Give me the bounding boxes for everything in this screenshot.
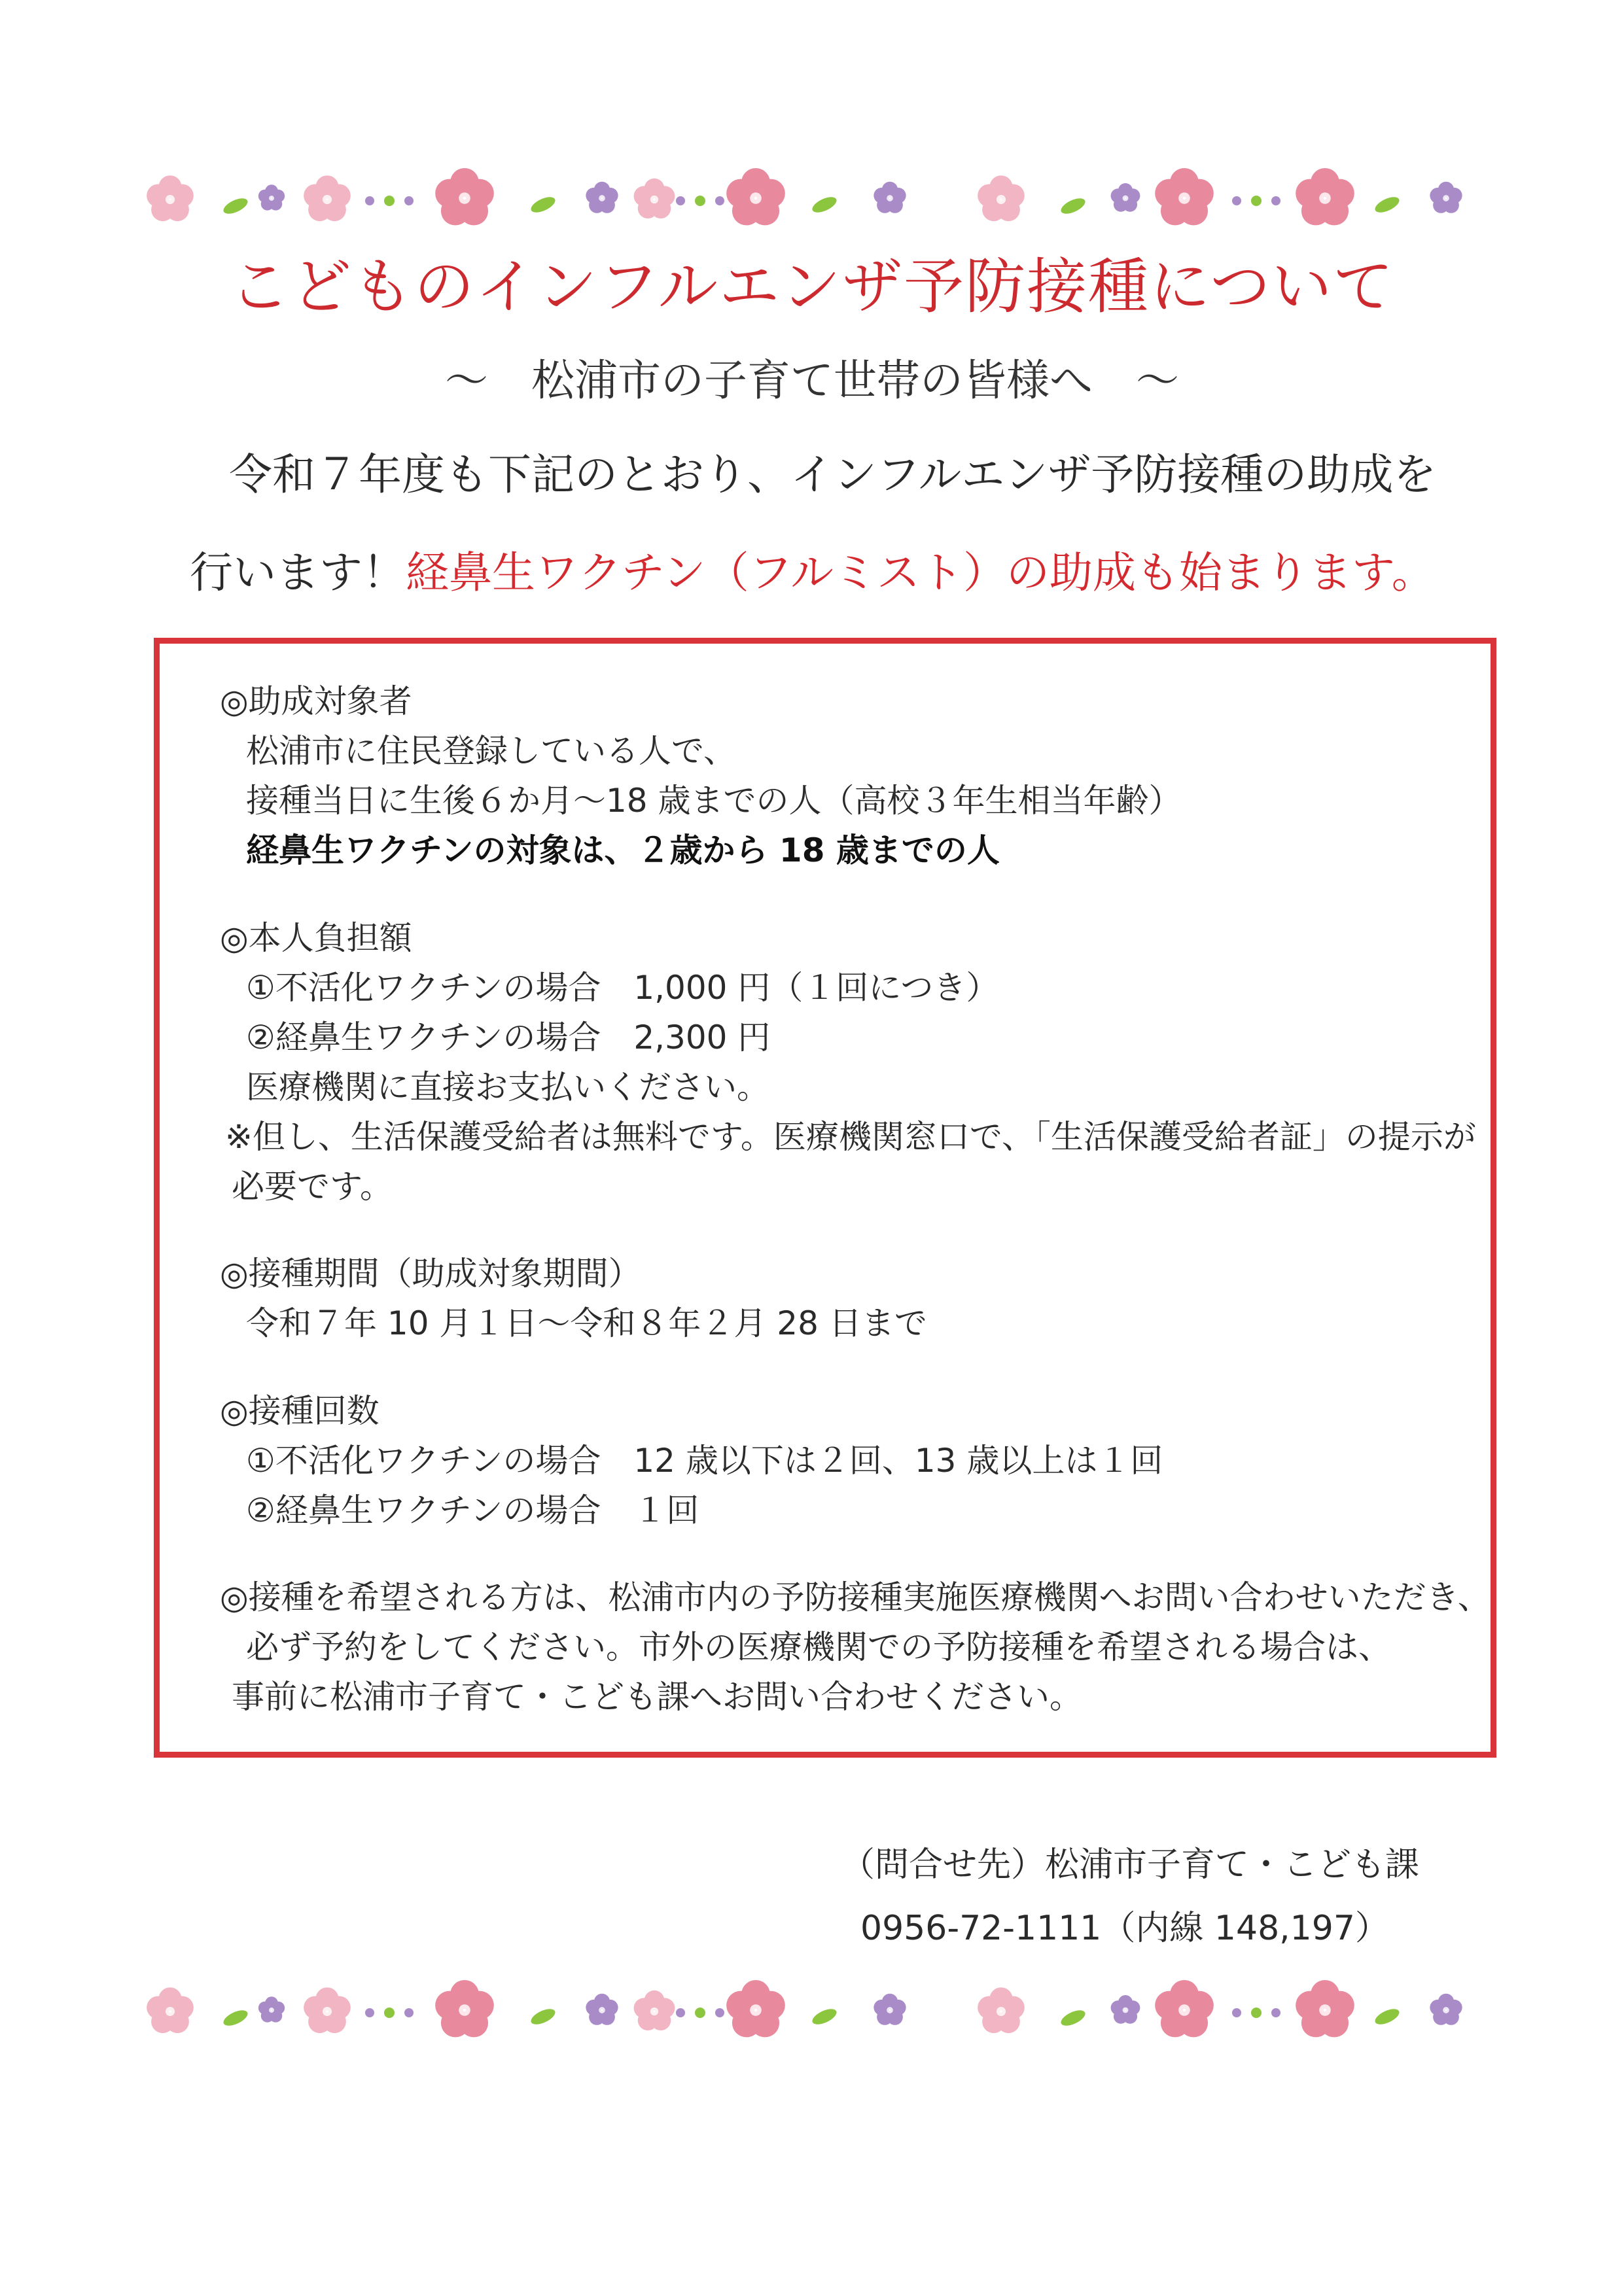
leaf-icon [810, 194, 839, 215]
leaf-icon [221, 195, 250, 217]
flower-icon [1296, 168, 1354, 225]
flower-icon [1296, 1980, 1354, 2037]
intro-line-2 [190, 538, 1435, 600]
dots-icon [365, 196, 414, 206]
flower-border-svg [131, 1979, 1492, 2051]
flower-icon [726, 168, 785, 225]
info-box [154, 638, 1496, 1758]
flower-icon [586, 1994, 618, 2025]
flower-icon [1430, 1994, 1462, 2025]
flower-icon [634, 179, 675, 218]
leaf-icon [529, 2006, 557, 2027]
cost-line-3: 医療機関に直接お支払いください。 [246, 1068, 769, 1106]
flower-icon [435, 1980, 494, 2037]
flower-icon [304, 175, 351, 221]
flower-icon [1430, 182, 1462, 213]
dots-icon [1232, 196, 1280, 206]
eligibility-line-2: 接種当日に生後６か月～18 歳までの人（高校３年生相当年齢） [246, 782, 1182, 820]
dots-icon [1232, 2008, 1280, 2018]
leaf-icon [810, 2006, 839, 2027]
flower-border-bottom [131, 1979, 1492, 2051]
flower-icon [874, 1994, 906, 2025]
flower-icon [1111, 1995, 1140, 2024]
leaf-icon [221, 2007, 250, 2028]
leaf-icon [1373, 194, 1402, 215]
flower-icon [726, 1980, 785, 2037]
cost-heading: ◎本人負担額 [220, 919, 412, 957]
intro-highlight: 経鼻生ワクチン（フルミスト）の助成も始まります。 [406, 548, 1435, 598]
contact-phone: 0956-72-1111（内線 148,197） [860, 1909, 1389, 1948]
flower-icon [1111, 183, 1140, 212]
flower-icon [435, 168, 494, 225]
flower-icon [978, 1987, 1025, 2033]
page-subtitle: ～ 松浦市の子育て世帯の皆様へ ～ [445, 355, 1179, 406]
notice-line-3: 事前に松浦市子育て・こども課へお問い合わせください。 [232, 1678, 1082, 1716]
eligibility-line-1: 松浦市に住民登録している人で、 [246, 732, 736, 770]
flower-icon [634, 1991, 675, 2030]
cost-line-2: ②経鼻生ワクチンの場合 2,300 円 [246, 1018, 771, 1056]
intro-line-1: 令和７年度も下記のとおり、インフルエンザ予防接種の助成を [229, 449, 1437, 500]
eligibility-heading: ◎助成対象者 [220, 682, 412, 720]
count-line-1: ①不活化ワクチンの場合 12 歳以下は２回、13 歳以上は１回 [246, 1442, 1163, 1480]
leaf-icon [1059, 195, 1087, 217]
period-line-1: 令和７年 10 月１日～令和８年２月 28 日まで [246, 1304, 927, 1342]
flower-border-top [131, 167, 1492, 239]
flower-icon [1155, 1980, 1214, 2037]
flower-icon [147, 175, 194, 221]
intro-line-2-prefix: 行います！ [190, 548, 406, 598]
dots-icon [676, 2008, 724, 2018]
flower-icon [586, 182, 618, 213]
notice-line-2: 必ず予約をしてください。市外の医療機関での予防接種を希望される場合は、 [246, 1628, 1391, 1666]
flower-icon [258, 1996, 285, 2022]
dots-icon [365, 2008, 414, 2018]
leaf-icon [529, 194, 557, 215]
flower-icon [874, 182, 906, 213]
cost-line-5: 必要です。 [232, 1168, 393, 1206]
flower-icon [147, 1987, 194, 2033]
flower-icon [258, 184, 285, 210]
dots-icon [676, 196, 724, 206]
notice-line-1: ◎接種を希望される方は、松浦市内の予防接種実施医療機関へお問い合わせいただき、 [220, 1578, 1491, 1616]
flower-border-svg [131, 167, 1492, 239]
page-title: こどものインフルエンザ予防接種について [229, 252, 1395, 322]
contact-department: （問合せ先）松浦市子育て・こども課 [841, 1845, 1420, 1885]
period-heading: ◎接種期間（助成対象期間） [220, 1255, 641, 1293]
flower-icon [978, 175, 1025, 221]
count-heading: ◎接種回数 [220, 1392, 380, 1430]
flower-icon [1155, 168, 1214, 225]
eligibility-line-3: 経鼻生ワクチンの対象は、２歳から 18 歳までの人 [246, 831, 1000, 869]
cost-line-4: ※但し、生活保護受給者は無料です。医療機関窓口で、「生活保護受給者証」の提示が [225, 1118, 1476, 1156]
count-line-2: ②経鼻生ワクチンの場合 １回 [246, 1491, 699, 1529]
flower-icon [304, 1987, 351, 2033]
leaf-icon [1373, 2006, 1402, 2027]
leaf-icon [1059, 2007, 1087, 2028]
cost-line-1: ①不活化ワクチンの場合 1,000 円（１回につき） [246, 969, 999, 1007]
